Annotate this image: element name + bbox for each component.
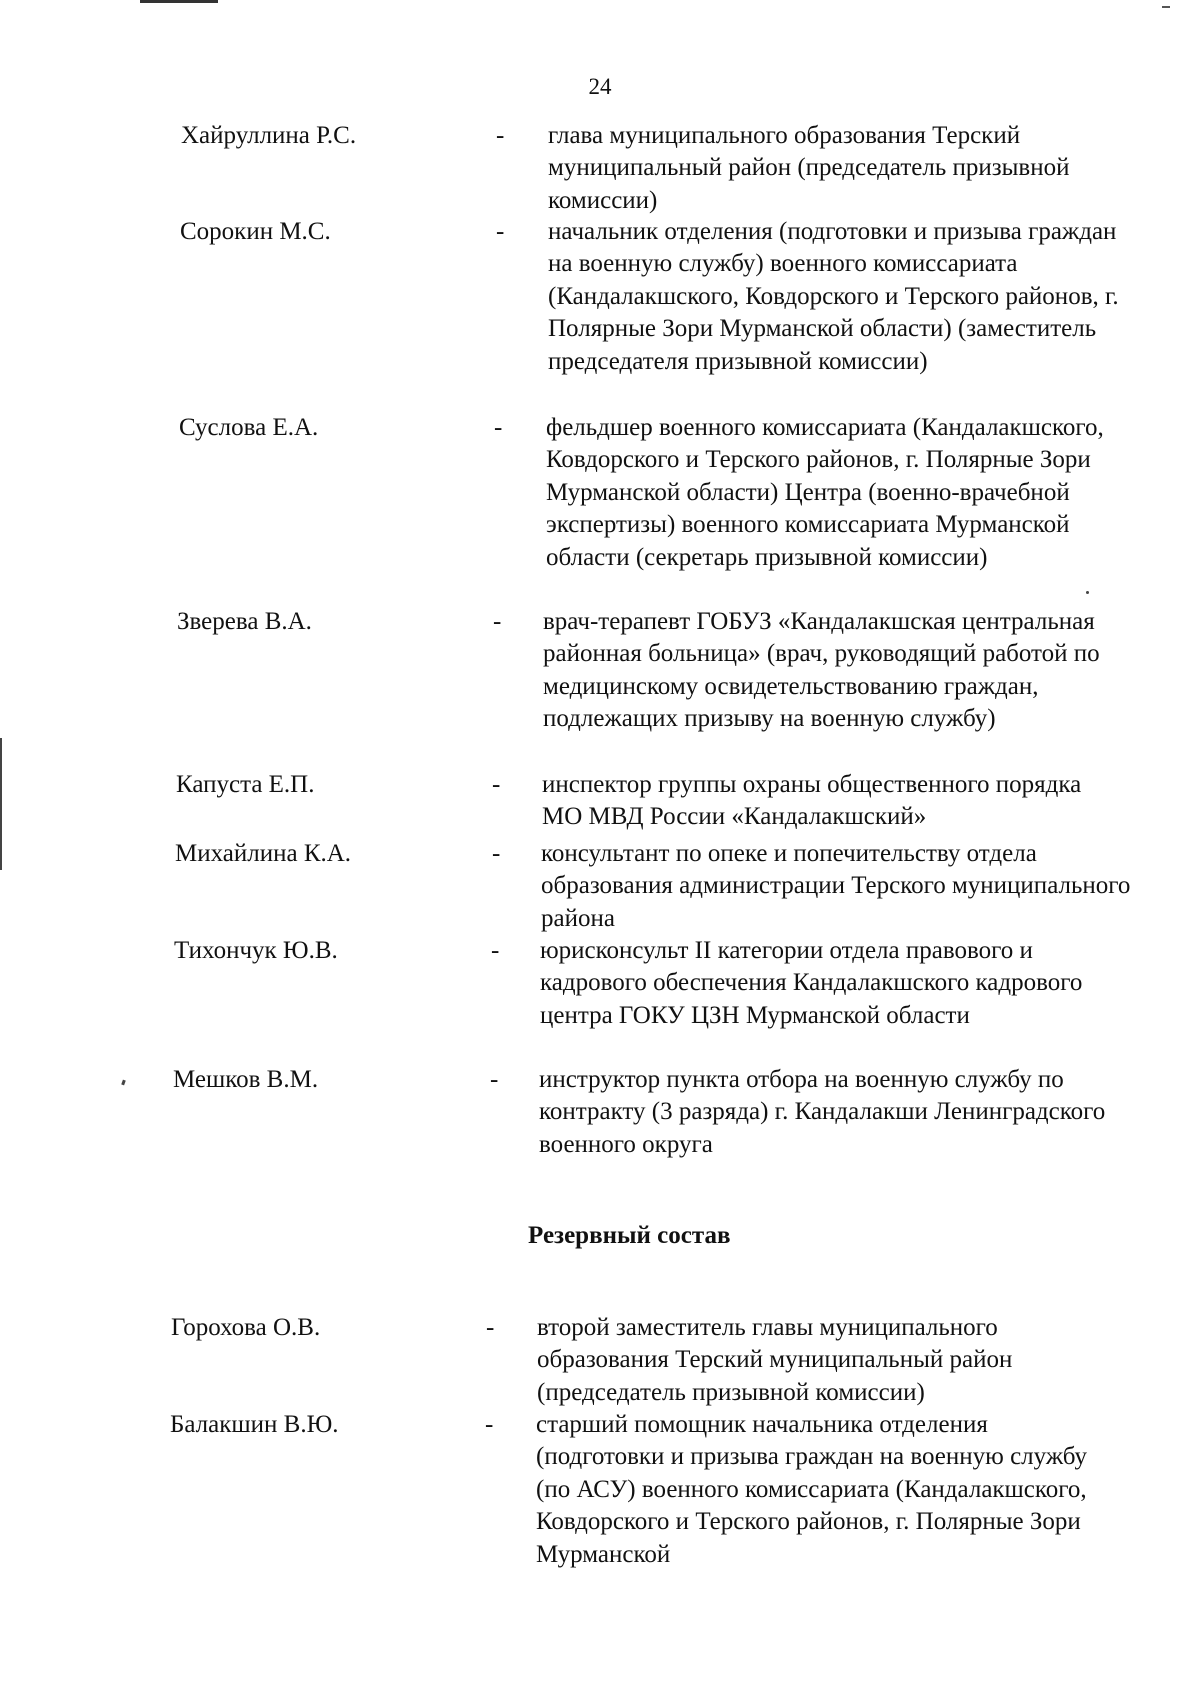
scan-speck [1086,591,1089,594]
reserve-heading: Резервный состав [528,1222,731,1249]
member-dash: - [496,122,505,149]
member-role: начальник отделения (подготовки и призыва граждан на военную службу) военного комиссариата (Кандалакшского, Ковдорского и Терского районов, г. Полярные Зори Мурманской области) (заместитель председателя призывной комиссии) [548,218,1119,375]
member-dash: - [491,937,500,964]
member-role: второй заместитель главы муниципального образования Терский муниципальный район (председатель призывной комиссии) [537,1314,1013,1406]
member-role: инструктор пункта отбора на военную службу по контракту (3 разряда) г. Кандалакши Ленинградского военного округа [539,1066,1106,1158]
member-name: Балакшин В.Ю. [170,1411,339,1438]
member-name: Сорокин М.С. [180,218,331,245]
member-dash: - [490,1066,499,1093]
member-dash: - [493,608,502,635]
member-name: Суслова Е.А. [179,414,319,441]
member-name: Михайлина К.А. [175,840,352,867]
scan-speck [121,1080,126,1086]
member-name: Капуста Е.П. [176,771,315,798]
member-role: юрисконсульт II категории отдела правового и кадрового обеспечения Кандалакшского кадрового центра ГОКУ ЦЗН Мурманской области [540,937,1083,1029]
member-dash: - [492,771,501,798]
member-name: Мешков В.М. [173,1066,319,1093]
member-dash: - [496,218,505,245]
member-role: старший помощник начальника отделения (подготовки и призыва граждан на военную службу (по АСУ) военного комиссариата (Кандалакшского, Ковдорского и Терского районов, г. Полярные Зори Мурманской [536,1411,1088,1568]
member-name: Тихончук Ю.В. [174,937,338,964]
member-name: Зверева В.А. [177,608,312,635]
member-dash: - [492,840,501,867]
scan-artifact-right [1162,6,1170,8]
member-role: консультант по опеке и попечительству отдела образования администрации Терского муниципального района [541,840,1131,932]
member-dash: - [494,414,503,441]
scan-artifact-top [140,0,218,3]
member-dash: - [485,1411,494,1438]
scan-artifact-left-edge [0,738,2,870]
member-role: глава муниципального образования Терский муниципальный район (председатель призывной комиссии) [548,122,1070,214]
member-role: врач-терапевт ГОБУЗ «Кандалакшская центральная районная больница» (врач, руководящий работой по медицинскому освидетельствованию граждан, подлежащих призыву на военную службу) [543,608,1100,733]
page-number: 24 [588,74,612,99]
member-dash: - [486,1314,495,1341]
member-role: инспектор группы охраны общественного порядка МО МВД России «Кандалакшский» [542,771,1082,831]
member-role: фельдшер военного комиссариата (Кандалакшского, Ковдорского и Терского районов, г. Полярные Зори Мурманской области) Центра (военно-врачебной экспертизы) военного комиссариата Мурманской области (секретарь призывной комиссии) [546,414,1104,571]
member-name: Горохова О.В. [171,1314,321,1341]
member-name: Хайруллина Р.С. [181,122,357,149]
